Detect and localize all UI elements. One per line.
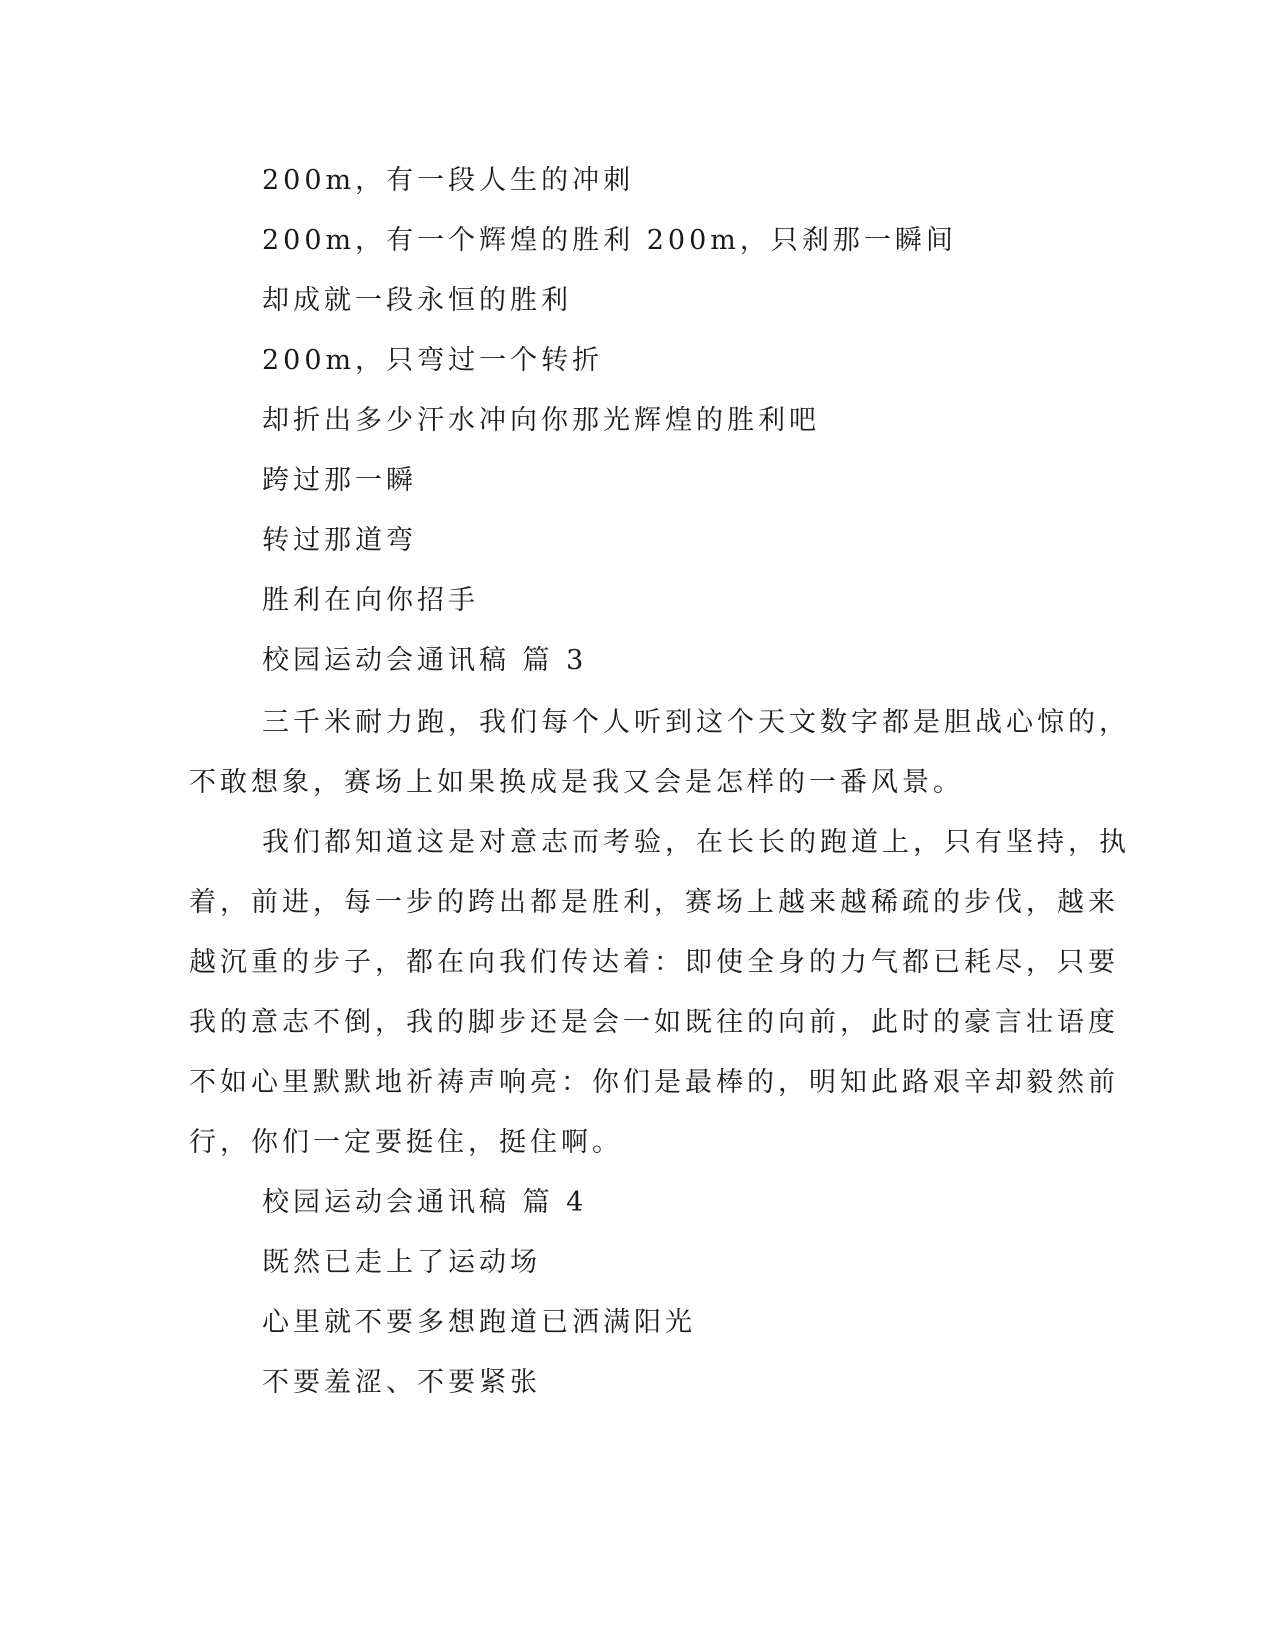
paragraph-line: 行，你们一定要挺住，挺住啊。 bbox=[189, 1127, 623, 1158]
section-heading: 校园运动会通讯稿 篇 3 bbox=[262, 645, 588, 676]
paragraph-line: 我的意志不倒，我的脚步还是会一如既往的向前，此时的豪言壮语度 bbox=[189, 1007, 1119, 1038]
paragraph-line: 越沉重的步子，都在向我们传达着：即使全身的力气都已耗尽，只要 bbox=[189, 947, 1119, 978]
text-line: 胜利在向你招手 bbox=[262, 585, 479, 616]
text-line: 心里就不要多想跑道已洒满阳光 bbox=[262, 1307, 696, 1338]
text-line: 跨过那一瞬 bbox=[262, 465, 417, 496]
text-line: 200m，只弯过一个转折 bbox=[262, 345, 604, 376]
text-line: 转过那道弯 bbox=[262, 525, 417, 556]
paragraph-line: 不如心里默默地祈祷声响亮：你们是最棒的，明知此路艰辛却毅然前 bbox=[189, 1067, 1119, 1098]
paragraph-line: 着，前进，每一步的跨出都是胜利，赛场上越来越稀疏的步伐，越来 bbox=[189, 887, 1119, 918]
text-line: 不要羞涩、不要紧张 bbox=[262, 1367, 541, 1398]
text-line: 却成就一段永恒的胜利 bbox=[262, 285, 572, 316]
section-heading: 校园运动会通讯稿 篇 4 bbox=[262, 1187, 588, 1218]
text-line: 200m，有一段人生的冲刺 bbox=[262, 165, 635, 196]
paragraph-line: 三千米耐力跑，我们每个人听到这个天文数字都是胆战心惊的， bbox=[262, 707, 1130, 738]
paragraph-line: 不敢想象，赛场上如果换成是我又会是怎样的一番风景。 bbox=[189, 767, 964, 798]
text-line: 200m，有一个辉煌的胜利 200m，只刹那一瞬间 bbox=[262, 225, 957, 256]
text-line: 却折出多少汗水冲向你那光辉煌的胜利吧 bbox=[262, 405, 820, 436]
paragraph-line: 我们都知道这是对意志而考验，在长长的跑道上，只有坚持，执 bbox=[262, 827, 1130, 858]
text-line: 既然已走上了运动场 bbox=[262, 1247, 541, 1278]
